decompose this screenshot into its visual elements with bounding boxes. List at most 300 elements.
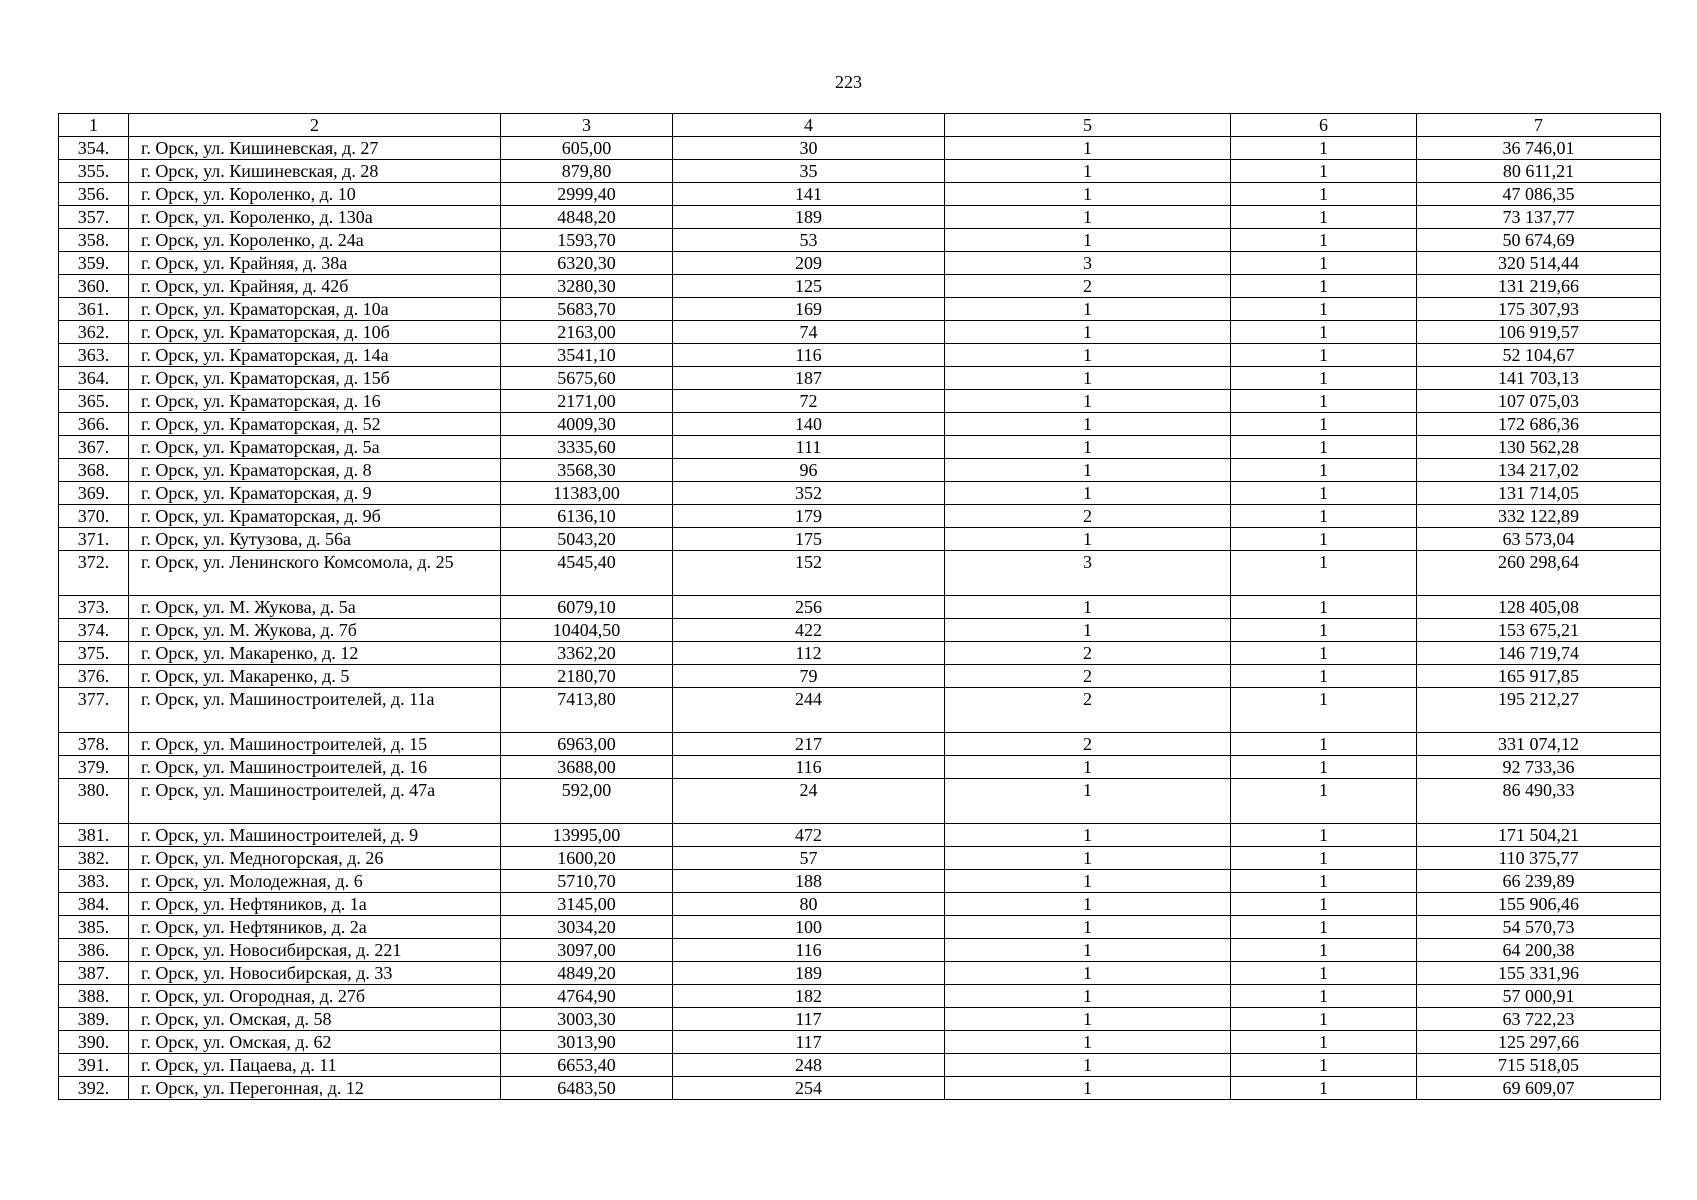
table-row [59, 779, 1661, 824]
col5-cell: 1 [945, 985, 1231, 1008]
table-row [59, 893, 1661, 916]
row-number-cell: 366. [59, 413, 129, 436]
row-number-cell: 391. [59, 1054, 129, 1077]
address-cell: г. Орск, ул. Омская, д. 62 [129, 1031, 501, 1054]
area-cell: 4848,20 [501, 206, 673, 229]
address-cell: г. Орск, ул. Краматорская, д. 10а [129, 298, 501, 321]
residents-cell: 30 [673, 137, 945, 160]
address-cell: г. Орск, ул. Краматорская, д. 14а [129, 344, 501, 367]
col6-cell: 1 [1231, 298, 1417, 321]
col5-cell: 1 [945, 939, 1231, 962]
amount-cell: 36 746,01 [1417, 137, 1661, 160]
col5-cell: 1 [945, 344, 1231, 367]
col6-cell: 1 [1231, 733, 1417, 756]
area-cell: 3688,00 [501, 756, 673, 779]
address-cell: г. Орск, ул. Крайняя, д. 38а [129, 252, 501, 275]
table-row [59, 482, 1661, 505]
col5-cell: 2 [945, 688, 1231, 733]
col5-cell: 3 [945, 551, 1231, 596]
table-row [59, 1077, 1661, 1100]
address-cell: г. Орск, ул. Новосибирская, д. 221 [129, 939, 501, 962]
area-cell: 2163,00 [501, 321, 673, 344]
amount-cell: 69 609,07 [1417, 1077, 1661, 1100]
col5-cell: 1 [945, 229, 1231, 252]
amount-cell: 131 219,66 [1417, 275, 1661, 298]
column-header: 2 [129, 114, 501, 137]
amount-cell: 52 104,67 [1417, 344, 1661, 367]
col5-cell: 1 [945, 824, 1231, 847]
row-number-cell: 376. [59, 665, 129, 688]
col6-cell: 1 [1231, 939, 1417, 962]
address-cell: г. Орск, ул. Кишиневская, д. 28 [129, 160, 501, 183]
col5-cell: 2 [945, 733, 1231, 756]
table-row [59, 1054, 1661, 1077]
col6-cell: 1 [1231, 321, 1417, 344]
amount-cell: 110 375,77 [1417, 847, 1661, 870]
col5-cell: 1 [945, 916, 1231, 939]
amount-cell: 86 490,33 [1417, 779, 1661, 824]
col5-cell: 1 [945, 619, 1231, 642]
amount-cell: 332 122,89 [1417, 505, 1661, 528]
area-cell: 605,00 [501, 137, 673, 160]
col6-cell: 1 [1231, 275, 1417, 298]
column-header: 6 [1231, 114, 1417, 137]
area-cell: 10404,50 [501, 619, 673, 642]
area-cell: 4009,30 [501, 413, 673, 436]
residents-cell: 35 [673, 160, 945, 183]
col5-cell: 1 [945, 893, 1231, 916]
row-number-cell: 379. [59, 756, 129, 779]
row-number-cell: 357. [59, 206, 129, 229]
row-number-cell: 389. [59, 1008, 129, 1031]
col5-cell: 1 [945, 1031, 1231, 1054]
residents-cell: 352 [673, 482, 945, 505]
col5-cell: 1 [945, 847, 1231, 870]
col6-cell: 1 [1231, 1008, 1417, 1031]
col5-cell: 1 [945, 1077, 1231, 1100]
amount-cell: 155 906,46 [1417, 893, 1661, 916]
row-number-cell: 359. [59, 252, 129, 275]
table-row [59, 459, 1661, 482]
address-cell: г. Орск, ул. Медногорская, д. 26 [129, 847, 501, 870]
col6-cell: 1 [1231, 459, 1417, 482]
table-row [59, 665, 1661, 688]
amount-cell: 106 919,57 [1417, 321, 1661, 344]
col6-cell: 1 [1231, 779, 1417, 824]
col5-cell: 1 [945, 367, 1231, 390]
col6-cell: 1 [1231, 551, 1417, 596]
area-cell: 1600,20 [501, 847, 673, 870]
data-table [58, 113, 1661, 1100]
residents-cell: 117 [673, 1031, 945, 1054]
col6-cell: 1 [1231, 596, 1417, 619]
row-number-cell: 388. [59, 985, 129, 1008]
address-cell: г. Орск, ул. Короленко, д. 10 [129, 183, 501, 206]
col6-cell: 1 [1231, 1054, 1417, 1077]
column-header: 7 [1417, 114, 1661, 137]
amount-cell: 47 086,35 [1417, 183, 1661, 206]
row-number-cell: 360. [59, 275, 129, 298]
col5-cell: 1 [945, 596, 1231, 619]
row-number-cell: 365. [59, 390, 129, 413]
table-row [59, 1008, 1661, 1031]
col6-cell: 1 [1231, 985, 1417, 1008]
row-number-cell: 385. [59, 916, 129, 939]
amount-cell: 155 331,96 [1417, 962, 1661, 985]
address-cell: г. Орск, ул. Новосибирская, д. 33 [129, 962, 501, 985]
residents-cell: 125 [673, 275, 945, 298]
address-cell: г. Орск, ул. Огородная, д. 27б [129, 985, 501, 1008]
row-number-cell: 384. [59, 893, 129, 916]
address-cell: г. Орск, ул. Короленко, д. 130а [129, 206, 501, 229]
column-header: 5 [945, 114, 1231, 137]
residents-cell: 57 [673, 847, 945, 870]
row-number-cell: 377. [59, 688, 129, 733]
amount-cell: 54 570,73 [1417, 916, 1661, 939]
residents-cell: 96 [673, 459, 945, 482]
amount-cell: 134 217,02 [1417, 459, 1661, 482]
address-cell: г. Орск, ул. Крайняя, д. 42б [129, 275, 501, 298]
address-cell: г. Орск, ул. Машиностроителей, д. 16 [129, 756, 501, 779]
residents-cell: 256 [673, 596, 945, 619]
area-cell: 5710,70 [501, 870, 673, 893]
amount-cell: 331 074,12 [1417, 733, 1661, 756]
address-cell: г. Орск, ул. Машиностроителей, д. 11а [129, 688, 501, 733]
table-row [59, 229, 1661, 252]
residents-cell: 248 [673, 1054, 945, 1077]
table-row [59, 505, 1661, 528]
row-number-cell: 383. [59, 870, 129, 893]
col6-cell: 1 [1231, 688, 1417, 733]
column-header: 3 [501, 114, 673, 137]
area-cell: 3541,10 [501, 344, 673, 367]
address-cell: г. Орск, ул. Краматорская, д. 9б [129, 505, 501, 528]
area-cell: 3145,00 [501, 893, 673, 916]
amount-cell: 125 297,66 [1417, 1031, 1661, 1054]
amount-cell: 107 075,03 [1417, 390, 1661, 413]
address-cell: г. Орск, ул. Молодежная, д. 6 [129, 870, 501, 893]
area-cell: 11383,00 [501, 482, 673, 505]
row-number-cell: 386. [59, 939, 129, 962]
col6-cell: 1 [1231, 436, 1417, 459]
col5-cell: 1 [945, 413, 1231, 436]
col6-cell: 1 [1231, 390, 1417, 413]
address-cell: г. Орск, ул. Краматорская, д. 52 [129, 413, 501, 436]
table-row [59, 321, 1661, 344]
address-cell: г. Орск, ул. Ленинского Комсомола, д. 25 [129, 551, 501, 596]
col5-cell: 2 [945, 665, 1231, 688]
address-cell: г. Орск, ул. М. Жукова, д. 7б [129, 619, 501, 642]
area-cell: 7413,80 [501, 688, 673, 733]
amount-cell: 172 686,36 [1417, 413, 1661, 436]
area-cell: 5043,20 [501, 528, 673, 551]
col6-cell: 1 [1231, 916, 1417, 939]
col6-cell: 1 [1231, 962, 1417, 985]
area-cell: 2999,40 [501, 183, 673, 206]
table-row [59, 206, 1661, 229]
amount-cell: 153 675,21 [1417, 619, 1661, 642]
amount-cell: 165 917,85 [1417, 665, 1661, 688]
col6-cell: 1 [1231, 870, 1417, 893]
col5-cell: 1 [945, 321, 1231, 344]
col5-cell: 1 [945, 137, 1231, 160]
area-cell: 3362,20 [501, 642, 673, 665]
address-cell: г. Орск, ул. Краматорская, д. 8 [129, 459, 501, 482]
row-number-cell: 368. [59, 459, 129, 482]
col6-cell: 1 [1231, 824, 1417, 847]
table-row [59, 870, 1661, 893]
col6-cell: 1 [1231, 1077, 1417, 1100]
col6-cell: 1 [1231, 528, 1417, 551]
table-row [59, 596, 1661, 619]
col6-cell: 1 [1231, 344, 1417, 367]
residents-cell: 472 [673, 824, 945, 847]
address-cell: г. Орск, ул. Макаренко, д. 12 [129, 642, 501, 665]
amount-cell: 171 504,21 [1417, 824, 1661, 847]
residents-cell: 116 [673, 939, 945, 962]
residents-cell: 111 [673, 436, 945, 459]
area-cell: 3335,60 [501, 436, 673, 459]
residents-cell: 254 [673, 1077, 945, 1100]
residents-cell: 100 [673, 916, 945, 939]
table-row [59, 847, 1661, 870]
table-row [59, 824, 1661, 847]
col5-cell: 2 [945, 642, 1231, 665]
address-cell: г. Орск, ул. Кишиневская, д. 27 [129, 137, 501, 160]
row-number-cell: 381. [59, 824, 129, 847]
address-cell: г. Орск, ул. Машиностроителей, д. 47а [129, 779, 501, 824]
address-cell: г. Орск, ул. М. Жукова, д. 5а [129, 596, 501, 619]
area-cell: 2180,70 [501, 665, 673, 688]
table-row [59, 298, 1661, 321]
residents-cell: 175 [673, 528, 945, 551]
page-number: 223 [835, 72, 862, 92]
area-cell: 6483,50 [501, 1077, 673, 1100]
residents-cell: 422 [673, 619, 945, 642]
amount-cell: 320 514,44 [1417, 252, 1661, 275]
amount-cell: 175 307,93 [1417, 298, 1661, 321]
row-number-cell: 373. [59, 596, 129, 619]
row-number-cell: 392. [59, 1077, 129, 1100]
row-number-cell: 390. [59, 1031, 129, 1054]
col5-cell: 1 [945, 1054, 1231, 1077]
table-row [59, 551, 1661, 596]
col5-cell: 1 [945, 756, 1231, 779]
row-number-cell: 364. [59, 367, 129, 390]
col5-cell: 1 [945, 390, 1231, 413]
residents-cell: 117 [673, 1008, 945, 1031]
residents-cell: 141 [673, 183, 945, 206]
col6-cell: 1 [1231, 756, 1417, 779]
address-cell: г. Орск, ул. Пацаева, д. 11 [129, 1054, 501, 1077]
col5-cell: 1 [945, 436, 1231, 459]
amount-cell: 50 674,69 [1417, 229, 1661, 252]
residents-cell: 217 [673, 733, 945, 756]
residents-cell: 244 [673, 688, 945, 733]
column-header: 4 [673, 114, 945, 137]
table-body [59, 137, 1661, 1100]
amount-cell: 92 733,36 [1417, 756, 1661, 779]
col5-cell: 1 [945, 298, 1231, 321]
row-number-cell: 356. [59, 183, 129, 206]
area-cell: 879,80 [501, 160, 673, 183]
table-row [59, 1031, 1661, 1054]
row-number-cell: 367. [59, 436, 129, 459]
area-cell: 4764,90 [501, 985, 673, 1008]
area-cell: 4545,40 [501, 551, 673, 596]
row-number-cell: 382. [59, 847, 129, 870]
col6-cell: 1 [1231, 482, 1417, 505]
residents-cell: 182 [673, 985, 945, 1008]
row-number-cell: 354. [59, 137, 129, 160]
amount-cell: 64 200,38 [1417, 939, 1661, 962]
amount-cell: 73 137,77 [1417, 206, 1661, 229]
amount-cell: 141 703,13 [1417, 367, 1661, 390]
row-number-cell: 369. [59, 482, 129, 505]
col6-cell: 1 [1231, 413, 1417, 436]
col6-cell: 1 [1231, 1031, 1417, 1054]
table-row [59, 183, 1661, 206]
row-number-cell: 374. [59, 619, 129, 642]
area-cell: 5683,70 [501, 298, 673, 321]
area-cell: 3568,30 [501, 459, 673, 482]
address-cell: г. Орск, ул. Перегонная, д. 12 [129, 1077, 501, 1100]
row-number-cell: 370. [59, 505, 129, 528]
amount-cell: 146 719,74 [1417, 642, 1661, 665]
table-row [59, 939, 1661, 962]
col6-cell: 1 [1231, 137, 1417, 160]
residents-cell: 188 [673, 870, 945, 893]
column-header: 1 [59, 114, 129, 137]
table-row [59, 137, 1661, 160]
residents-cell: 116 [673, 344, 945, 367]
residents-cell: 24 [673, 779, 945, 824]
col6-cell: 1 [1231, 665, 1417, 688]
address-cell: г. Орск, ул. Машиностроителей, д. 15 [129, 733, 501, 756]
residents-cell: 79 [673, 665, 945, 688]
col5-cell: 2 [945, 505, 1231, 528]
table-row [59, 252, 1661, 275]
amount-cell: 63 573,04 [1417, 528, 1661, 551]
address-cell: г. Орск, ул. Нефтяников, д. 2а [129, 916, 501, 939]
header-row [59, 114, 1661, 137]
residents-cell: 179 [673, 505, 945, 528]
address-cell: г. Орск, ул. Краматорская, д. 16 [129, 390, 501, 413]
row-number-cell: 372. [59, 551, 129, 596]
table-row [59, 344, 1661, 367]
address-cell: г. Орск, ул. Машиностроителей, д. 9 [129, 824, 501, 847]
col5-cell: 1 [945, 183, 1231, 206]
col5-cell: 3 [945, 252, 1231, 275]
table-row [59, 275, 1661, 298]
residents-cell: 80 [673, 893, 945, 916]
residents-cell: 189 [673, 962, 945, 985]
amount-cell: 131 714,05 [1417, 482, 1661, 505]
col6-cell: 1 [1231, 229, 1417, 252]
amount-cell: 80 611,21 [1417, 160, 1661, 183]
residents-cell: 189 [673, 206, 945, 229]
amount-cell: 260 298,64 [1417, 551, 1661, 596]
col5-cell: 1 [945, 206, 1231, 229]
table-row [59, 688, 1661, 733]
row-number-cell: 387. [59, 962, 129, 985]
residents-cell: 72 [673, 390, 945, 413]
amount-cell: 57 000,91 [1417, 985, 1661, 1008]
amount-cell: 195 212,27 [1417, 688, 1661, 733]
table-row [59, 528, 1661, 551]
table-row [59, 962, 1661, 985]
residents-cell: 209 [673, 252, 945, 275]
amount-cell: 715 518,05 [1417, 1054, 1661, 1077]
address-cell: г. Орск, ул. Макаренко, д. 5 [129, 665, 501, 688]
col5-cell: 1 [945, 482, 1231, 505]
area-cell: 6136,10 [501, 505, 673, 528]
area-cell: 6320,30 [501, 252, 673, 275]
row-number-cell: 361. [59, 298, 129, 321]
table-row [59, 436, 1661, 459]
table-row [59, 367, 1661, 390]
col6-cell: 1 [1231, 367, 1417, 390]
amount-cell: 128 405,08 [1417, 596, 1661, 619]
col6-cell: 1 [1231, 893, 1417, 916]
residents-cell: 152 [673, 551, 945, 596]
area-cell: 6079,10 [501, 596, 673, 619]
residents-cell: 116 [673, 756, 945, 779]
col6-cell: 1 [1231, 206, 1417, 229]
area-cell: 4849,20 [501, 962, 673, 985]
col5-cell: 1 [945, 160, 1231, 183]
area-cell: 5675,60 [501, 367, 673, 390]
row-number-cell: 358. [59, 229, 129, 252]
table-row [59, 985, 1661, 1008]
area-cell: 3034,20 [501, 916, 673, 939]
col5-cell: 1 [945, 779, 1231, 824]
row-number-cell: 375. [59, 642, 129, 665]
col5-cell: 1 [945, 528, 1231, 551]
row-number-cell: 371. [59, 528, 129, 551]
address-cell: г. Орск, ул. Кутузова, д. 56а [129, 528, 501, 551]
residents-cell: 169 [673, 298, 945, 321]
col6-cell: 1 [1231, 252, 1417, 275]
area-cell: 13995,00 [501, 824, 673, 847]
row-number-cell: 355. [59, 160, 129, 183]
amount-cell: 63 722,23 [1417, 1008, 1661, 1031]
area-cell: 3097,00 [501, 939, 673, 962]
table-row [59, 916, 1661, 939]
col5-cell: 2 [945, 275, 1231, 298]
table-row [59, 733, 1661, 756]
col6-cell: 1 [1231, 847, 1417, 870]
address-cell: г. Орск, ул. Краматорская, д. 5а [129, 436, 501, 459]
residents-cell: 74 [673, 321, 945, 344]
col6-cell: 1 [1231, 642, 1417, 665]
residents-cell: 187 [673, 367, 945, 390]
col6-cell: 1 [1231, 183, 1417, 206]
area-cell: 3003,30 [501, 1008, 673, 1031]
amount-cell: 130 562,28 [1417, 436, 1661, 459]
col5-cell: 1 [945, 962, 1231, 985]
col6-cell: 1 [1231, 160, 1417, 183]
residents-cell: 112 [673, 642, 945, 665]
area-cell: 6963,00 [501, 733, 673, 756]
address-cell: г. Орск, ул. Нефтяников, д. 1а [129, 893, 501, 916]
row-number-cell: 363. [59, 344, 129, 367]
table-row [59, 619, 1661, 642]
table-row [59, 756, 1661, 779]
col5-cell: 1 [945, 870, 1231, 893]
table-row [59, 642, 1661, 665]
area-cell: 592,00 [501, 779, 673, 824]
